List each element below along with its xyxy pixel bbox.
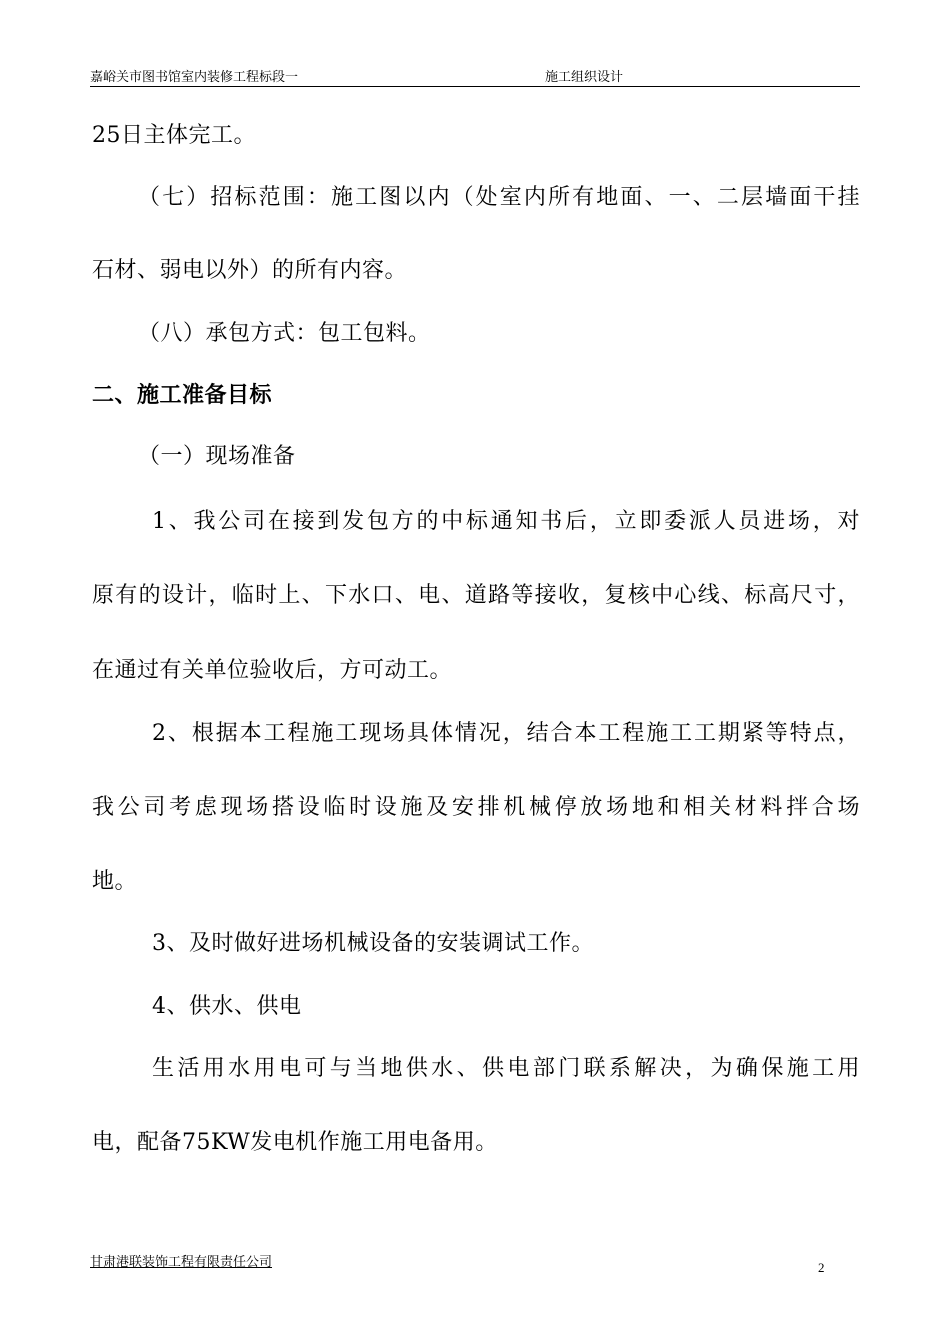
header-doc-title: 施工组织设计 [545,70,624,85]
header-project-title: 嘉峪关市图书馆室内装修工程标段一 [90,70,299,85]
body-line-3: 石材、弱电以外）的所有内容。 [92,258,408,283]
body-line-9: 在通过有关单位验收后，方可动工。 [92,658,453,683]
body-line-15: 生活用水用电可与当地供水、供电部门联系解决，为确保施工用 [152,1056,860,1081]
page-header [90,64,860,87]
body-line-13: 3、及时做好进场机械设备的安装调试工作。 [152,931,594,956]
body-line-8: 原有的设计，临时上、下水口、电、道路等接收，复核中心线、标高尺寸， [92,583,860,608]
section-heading: 二、施工准备目标 [92,383,273,408]
body-line-1: 25日主体完工。 [92,123,256,148]
body-line-2: （七）招标范围：施工图以内（处室内所有地面、一、二层墙面干挂 [138,185,860,210]
body-line-16: 电，配备75KW发电机作施工用电备用。 [92,1130,498,1155]
page-number: 2 [818,1260,825,1275]
footer-company-name: 甘肃港联装饰工程有限责任公司 [90,1255,273,1270]
body-line-14: 4、供水、供电 [152,994,302,1019]
body-line-11: 我公司考虑现场搭设临时设施及安排机械停放场地和相关材料拌合场 [92,795,860,820]
body-line-7: 1、我公司在接到发包方的中标通知书后，立即委派人员进场，对 [152,509,860,534]
subsection-heading: （一）现场准备 [138,444,296,469]
body-line-12: 地。 [92,869,138,894]
body-line-10: 2、根据本工程施工现场具体情况，结合本工程施工工期紧等特点， [152,721,860,746]
body-line-4: （八）承包方式：包工包料。 [138,321,431,346]
